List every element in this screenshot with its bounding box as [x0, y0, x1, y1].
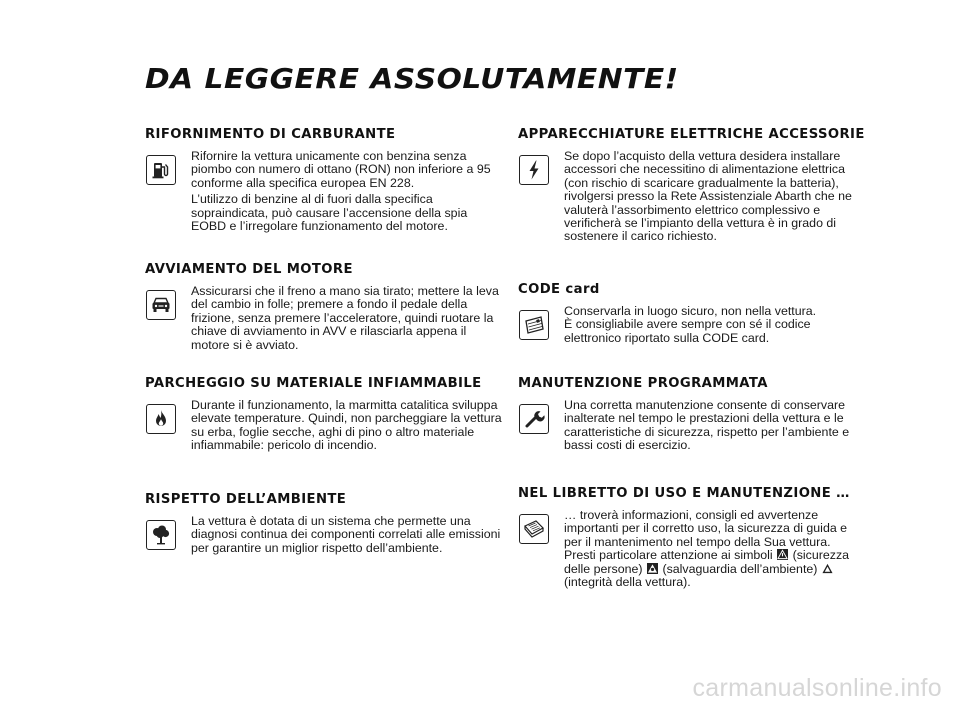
section-code-card	[518, 282, 868, 348]
lightning-icon	[519, 155, 549, 185]
paragraph: Conservarla in luogo sicuro, non nella vettura.	[564, 304, 817, 318]
paragraph: Assicurarsi che il freno a mano sia tirato; mettere la leva del cambio in folle; premere a fondo il pedale della frizione, senza premere l’acceleratore, quindi ruotare la chiave di avviamento in AVV e rilasciarla appena il motore si è avviato.	[191, 284, 499, 352]
section-heading: RIFORNIMENTO DI CARBURANTE	[145, 127, 396, 142]
vehicle-integrity-symbol-icon	[822, 563, 833, 574]
symbols-intro: Presti particolare attenzione ai simboli	[564, 548, 773, 563]
section-avviamento	[145, 262, 505, 355]
section-apparecchiature	[518, 127, 868, 247]
section-heading: AVVIAMENTO DEL MOTORE	[145, 262, 353, 277]
paragraph: Una corretta manutenzione consente di conservare inalterate nel tempo le prestazioni della vettura e le caratteristiche di sicurezza, rispetto per l’ambiente e bassi costi di esercizio.	[564, 398, 850, 453]
wrench-icon	[519, 404, 549, 434]
symbol-label-safety: (sicurezza delle persone)	[564, 548, 850, 576]
watermark: carmanualsonline.info	[692, 674, 942, 702]
paragraph: L’utilizzo di benzine al di fuori dalla specifica sopraindicata, può causare l’accensione della spia EOBD e l’irregolare funzionamento del motore.	[191, 192, 468, 234]
section-heading: NEL LIBRETTO DI USO E MANUTENZIONE …	[518, 486, 850, 501]
symbol-label-vehicle: (integrità della vettura).	[564, 575, 691, 590]
book-icon	[519, 514, 549, 544]
section-heading: CODE card	[518, 282, 600, 297]
symbols-note	[564, 549, 868, 589]
paragraph: … troverà informazioni, consigli ed avvertenze importanti per il corretto uso, la sicurezza di guida e per il mantenimento nel tempo della Sua vettura.	[564, 508, 848, 549]
fuel-pump-icon	[146, 155, 176, 185]
code-card-icon	[519, 310, 549, 340]
section-heading: APPARECCHIATURE ELETTRICHE ACCESSORIE	[518, 127, 865, 142]
person-safety-symbol-icon	[777, 549, 788, 560]
paragraph: Durante il funzionamento, la marmitta catalitica sviluppa elevate temperature. Quindi, non parcheggiare la vettura su erba, foglie secche, aghi di pino o altro materiale infiammabile: pericolo di incendio.	[191, 398, 502, 453]
section-manutenzione	[518, 376, 868, 456]
flame-icon	[146, 404, 176, 434]
symbol-label-environment: (salvaguardia dell’ambiente)	[662, 561, 818, 576]
section-heading: MANUTENZIONE PROGRAMMATA	[518, 376, 768, 391]
section-libretto	[518, 486, 868, 592]
paragraph: Rifornire la vettura unicamente con benzina senza piombo con numero di ottano (RON) non inferiore a 95 conforme alla specifica europea EN 228.	[191, 149, 491, 190]
paragraph: La vettura è dotata di un sistema che permette una diagnosi continua dei componenti correlati alle emissioni per garantire un miglior rispetto dell’ambiente.	[191, 514, 501, 555]
section-parcheggio	[145, 376, 505, 456]
section-heading: RISPETTO DELL’AMBIENTE	[145, 492, 347, 507]
section-ambiente	[145, 492, 505, 558]
tree-icon	[146, 520, 176, 550]
paragraph: È consigliabile avere sempre con sé il codice elettronico riportato sulla CODE card.	[564, 317, 811, 345]
car-icon	[146, 290, 176, 320]
paragraph: Se dopo l’acquisto della vettura desidera installare accessori che necessitino di alimentazione elettrica (con rischio di scaricare gradualmente la batteria), rivolgersi presso la Rete Assistenziale Abarth che ne valuterà l’assorbimento elettrico complessivo e verificherà se l’impianto della vettura è in grado di sostenere il carico richiesto.	[564, 149, 852, 244]
page-title: DA LEGGERE ASSOLUTAMENTE!	[145, 62, 679, 95]
environment-symbol-icon	[647, 563, 658, 574]
section-heading: PARCHEGGIO SU MATERIALE INFIAMMABILE	[145, 376, 482, 391]
section-rifornimento	[145, 127, 505, 236]
